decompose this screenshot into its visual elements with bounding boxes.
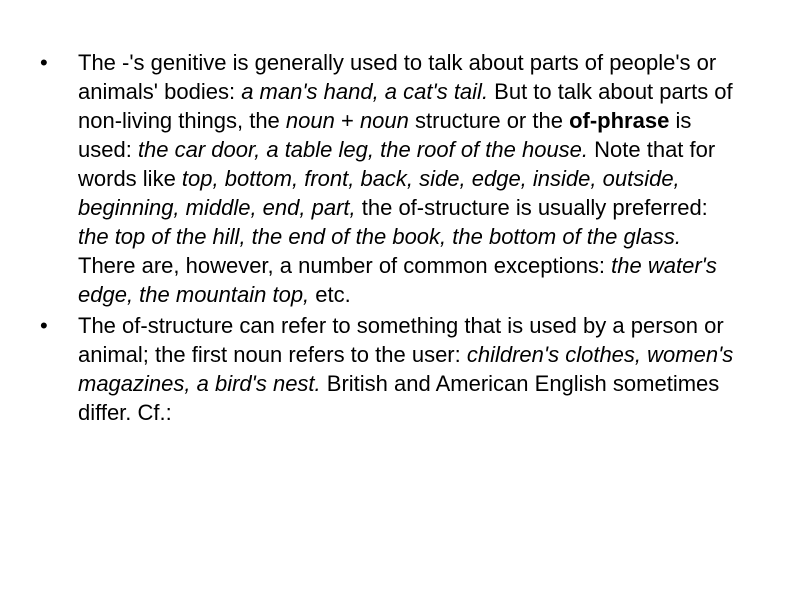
bullet-item-genitive-body-parts <box>40 48 740 309</box>
text-segment: The of-structure can refer to something that is used by a person or animal; the first noun refers to the user: <box>78 313 724 367</box>
bullet-text <box>78 50 733 307</box>
example-text: the car door, a table leg, the roof of the house. <box>137 137 589 162</box>
text-segment: structure or the <box>408 108 570 133</box>
bullet-icon: • <box>40 50 48 75</box>
bold-term: of-phrase <box>569 108 670 133</box>
text-segment: + <box>334 108 360 133</box>
text-segment: etc. <box>309 282 351 307</box>
term-text: noun <box>359 108 409 133</box>
bullet-text <box>78 313 733 425</box>
bullet-item-of-structure-user <box>40 311 740 427</box>
text-segment: is used: <box>78 108 692 162</box>
bullet-list <box>40 48 740 429</box>
text-segment: British and American English sometimes differ. Cf.: <box>78 371 720 425</box>
text-segment: the of-structure is usually preferred: <box>355 195 708 220</box>
bullet-icon: • <box>40 313 48 338</box>
text-segment: There are, however, a number of common exceptions: <box>78 253 612 278</box>
text-segment: Note that for words like <box>78 137 716 191</box>
example-text: a man's hand, a cat's tail. <box>241 79 489 104</box>
term-text: noun <box>285 108 335 133</box>
example-text: top, bottom, front, back, side, edge, inside, outside, beginning, middle, end, part, <box>78 166 680 220</box>
text-segment: The -'s genitive is generally used to talk about parts of people's or animals' bodies: <box>78 50 717 104</box>
example-text: the top of the hill, the end of the book, the bottom of the glass. <box>78 224 681 249</box>
example-text: children's clothes, women's magazines, a bird's nest. <box>78 342 734 396</box>
example-text: the water's edge, the mountain top, <box>78 253 717 307</box>
text-segment: But to talk about parts of non-living things, the <box>78 79 733 133</box>
